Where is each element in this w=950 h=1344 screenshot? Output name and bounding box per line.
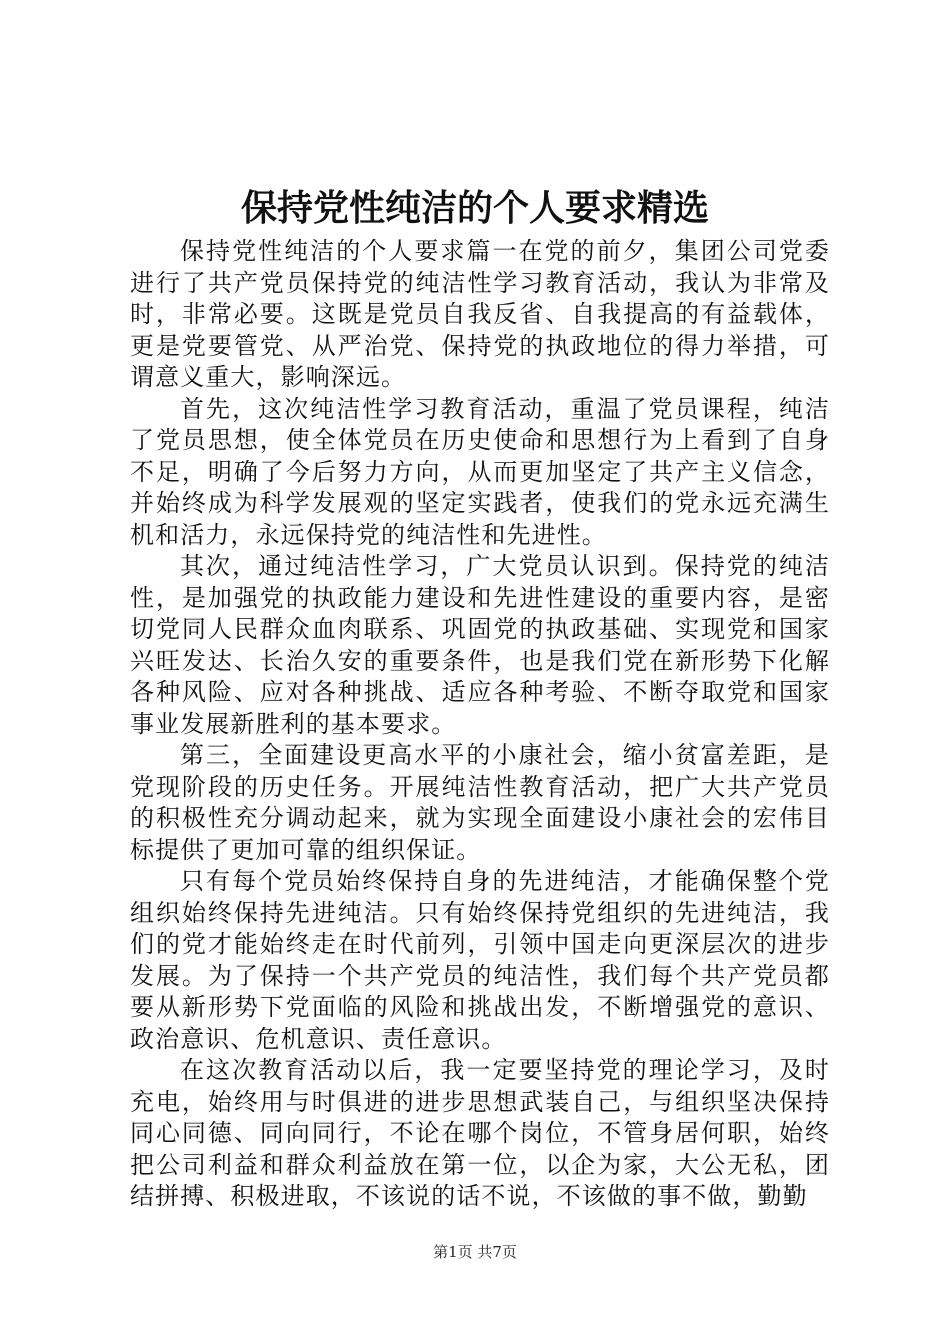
document-title: 保持党性纯洁的个人要求精选 [240,187,709,229]
document-body [130,236,830,1213]
paragraph-4: 第三，全面建设更高水平的小康社会，缩小贫富差距，是党现阶段的历史任务。开展纯洁性教育活动，把广大共产党员的积极性充分调动起来，就为实现全面建设小康社会的宏伟目标提供了更加可靠的组织保证。 [130,741,830,864]
page-footer: 第1页 共7页 [433,1243,517,1261]
paragraph-1: 保持党性纯洁的个人要求篇一在党的前夕，集团公司党委进行了共产党员保持党的纯洁性学习教育活动，我认为非常及时，非常必要。这既是党员自我反省、自我提高的有益载体，更是党要管党、从严治党、保持党的执政地位的得力举措，可谓意义重大，影响深远。 [130,237,830,391]
paragraph-2: 首先，这次纯洁性学习教育活动，重温了党员课程，纯洁了党员思想，使全体党员在历史使命和思想行为上看到了自身不足，明确了今后努力方向，从而更加坚定了共产主义信念，并始终成为科学发展观的坚定实践者，使我们的党永远充满生机和活力，永远保持党的纯洁性和先进性。 [130,394,830,549]
paragraph-3: 其次，通过纯洁性学习，广大党员认识到。保持党的纯洁性，是加强党的执政能力建设和先进性建设的重要内容，是密切党同人民群众血肉联系、巩固党的执政基础、实现党和国家兴旺发达、长治久安的重要条件，也是我们党在新形势下化解各种风险、应对各种挑战、适应各种考验、不断夺取党和国家事业发展新胜利的基本要求。 [130,552,830,738]
paragraph-5: 只有每个党员始终保持自身的先进纯洁，才能确保整个党组织始终保持先进纯洁。只有始终保持党组织的先进纯洁，我们的党才能始终走在时代前列，引领中国走向更深层次的进步发展。为了保持一个共产党员的纯洁性，我们每个共产党员都要从新形势下党面临的风险和挑战出发，不断增强党的意识、政治意识、危机意识、责任意识。 [130,867,830,1053]
paragraph-6: 在这次教育活动以后，我一定要坚持党的理论学习，及时充电，始终用与时俱进的进步思想武装自己，与组织坚决保持同心同德、同向同行，不论在哪个岗位，不管身居何职，始终把公司利益和群众利益放在第一位，以企为家，大公无私，团结拼搏、积极进取，不该说的话不说，不该做的事不做，勤勤 [130,1056,830,1210]
